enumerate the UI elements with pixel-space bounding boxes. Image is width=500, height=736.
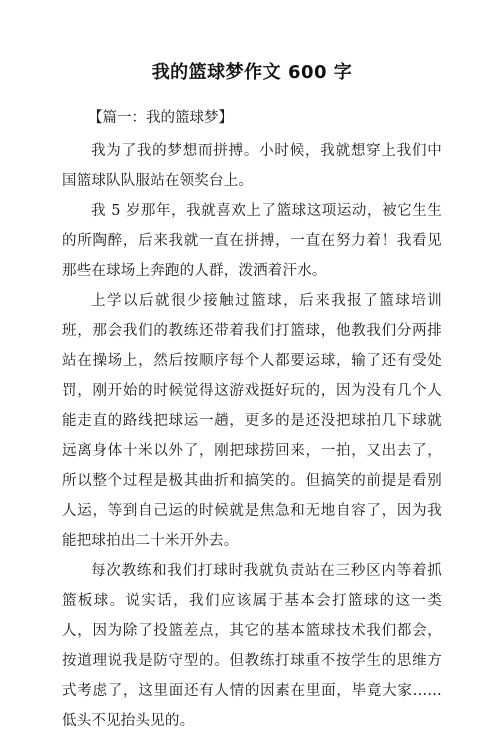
- paragraph-4: 每次教练和我们打球时我就负责站在三秒区内等着抓篮板球。说实话，我们应该属于基本会打篮球的这一类人，因为除了投篮差点，其它的基本篮球技术我们都会，按道理说我是防守型的。但教练打球重不按学生的思维方式考虑了，这里面还有人情的因素在里面，毕竟大家……低头不见抬头见的。: [62, 563, 442, 729]
- document-title: 我的篮球梦作文 600 字: [151, 62, 353, 83]
- section-heading: 【篇一：我的篮球梦】: [88, 110, 233, 126]
- paragraph-1: 我为了我的梦想而拼搏。小时候，我就想穿上我们中国篮球队队服站在领奖台上。: [62, 143, 442, 189]
- paragraph-3: 上学以后就很少接触过篮球，后来我报了篮球培训班，那会我们的教练还带着我们打篮球，他教我们分两排站在操场上，然后按顺序每个人都要运球，输了还有受处罚，刚开始的时候觉得这游戏挺好玩的，因为没有几个人能走直的路线把球运一趟，更多的是还没把球拍几下球就远离身体十米以外了，刚把球捞回来，一拍，又出去了，所以整个过程是极其曲折和搞笑的。但搞笑的前提是看别人运，等到自己运的时候就是焦急和无地自容了，因为我能把球拍出二十米开外去。: [62, 293, 442, 549]
- paragraph-2: 我 5 岁那年，我就喜欢上了篮球这项运动，被它生生的所陶醉，后来我就一直在拼搏，一直在努力着！我看见那些在球场上奔跑的人群，泼洒着汗水。: [62, 203, 442, 279]
